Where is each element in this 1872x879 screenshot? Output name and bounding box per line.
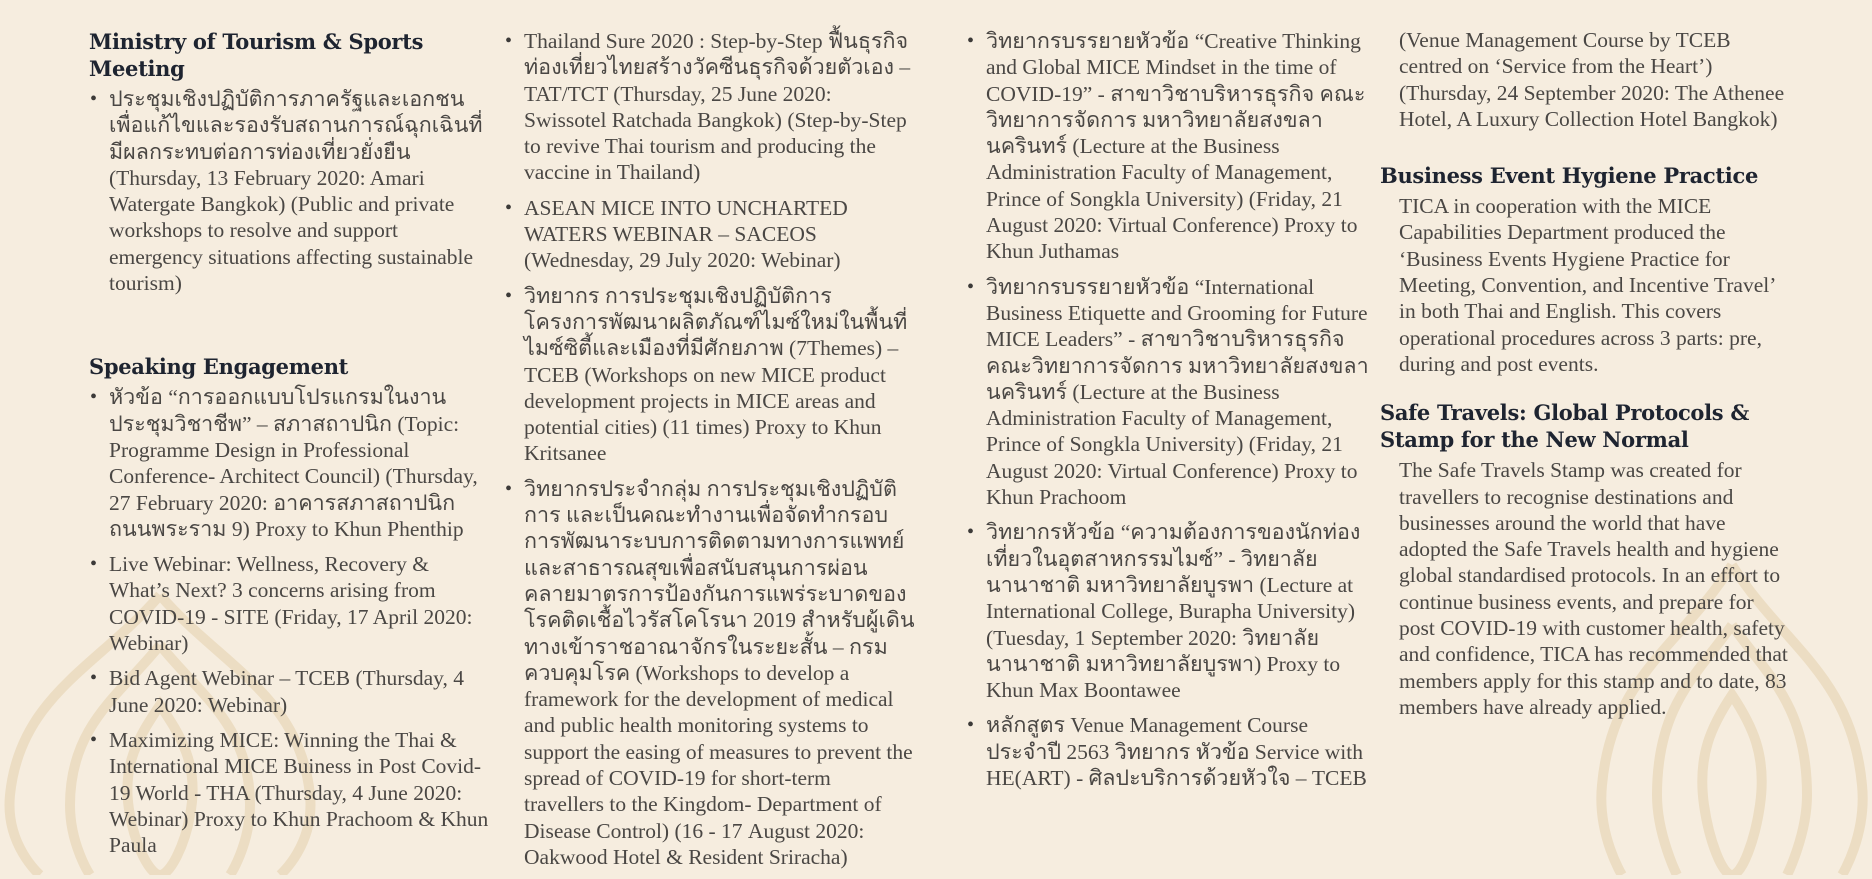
list-item: • ประชุมเชิงปฏิบัติการภาครัฐและเอกชนเพื่อแก้ไขและรองรับสถานการณ์ฉุกเฉินที่มีผลกระทบต่อการท่องเที่ยวยั่งยืน (Thursday, 13 February 2020: Amari Watergate Bangkok) (Public and private workshops to resolve and support emergency situations affecting sustainable tourism) [89, 86, 489, 296]
list-item: • หัวข้อ “การออกแบบโปรแกรมในงานประชุมวิชาชีพ” – สภาสถาปนิก (Topic: Programme Design in Professional Conference- Architect Council) (Thursday, 27 February 2020: อาคารสภาสถาปนิก ถนนพระราม 9) Proxy to Khun Phenthip [89, 384, 489, 542]
list-item: • วิทยากรบรรยายหัวข้อ “Creative Thinking and Global MICE Mindset in the time of COVID-19” - สาขาวิชาบริหารธุรกิจ คณะวิทยาการจัดการ มหาวิทยาลัยสงขลานครินทร์ (Lecture at the Business Administration Faculty of Management, Prince of Songkla University) (Friday, 21 August 2020: Virtual Conference) Proxy to Khun Juthamas [966, 28, 1370, 265]
speaking-list-cont [504, 28, 916, 870]
column-1 [89, 28, 489, 867]
list-item: • วิทยากรประจำกลุ่ม การประชุมเชิงปฏิบัติการ และเป็นคณะทำงานเพื่อจัดทำกรอบการพัฒนาระบบการติดตามทางการแพทย์และสาธารณสุขเพื่อสนับสนุนการผ่อนคลายมาตรการป้องกันการแพร่ระบาดของโรคติดเชื้อไวรัสโคโรนา 2019 สำหรับผู้เดินทางเข้าราชอาณาจักรในระยะสั้น – กรมควบคุมโรค (Workshops to develop a framework for the development of medical and public health monitoring systems to support the easing of measures to prevent the spread of COVID-19 for short-term travellers to the Kingdom- Department of Disease Control) (16 - 17 August 2020: Oakwood Hotel & Resident Sriracha) [504, 476, 916, 870]
speaking-list-cont [966, 28, 1370, 791]
list-item: • Live Webinar: Wellness, Recovery & What’s Next? 3 concerns arising from COVID-19 - SITE (Friday, 17 April 2020: Webinar) [89, 551, 489, 656]
safe-travels-text: The Safe Travels Stamp was created for travellers to recognise destinations and businesses around the world that have adopted the Safe Travels health and hygiene global standardised protocols. In an effort to continue business events, and prepare for post COVID-19 with customer health, safety and confidence, TICA has recommended that members apply for this stamp and to date, 83 members have already applied. [1399, 458, 1788, 719]
list-item: • Thailand Sure 2020 : Step-by-Step ฟื้นธุรกิจท่องเที่ยวไทยสร้างวัคซีนธุรกิจด้วยตัวเอง – TAT/TCT (Thursday, 25 June 2020: Swissotel Ratchada Bangkok) (Step-by-Step to revive Thai tourism and producing the vaccine in Thailand) [504, 28, 916, 186]
safe-travels-heading: Safe Travels: Global Protocols & Stamp for the New Normal [1380, 400, 1750, 453]
list-item: • วิทยากรหัวข้อ “ความต้องการของนักท่องเที่ยวในอุตสาหกรรมไมซ์” - วิทยาลัยนานาชาติ มหาวิทยาลัยบูรพา (Lecture at International College, Burapha University) (Tuesday, 1 September 2020: วิทยาลัยนานาชาติ มหาวิทยาลัยบูรพา) Proxy to Khun Max Boontawee [966, 519, 1370, 703]
ministry-heading: Ministry of Tourism & Sports Meeting [89, 29, 424, 81]
list-item: • หลักสูตร Venue Management Course ประจำปี 2563 วิทยากร หัวข้อ Service with HE(ART) - ศิลปะบริการด้วยหัวใจ – TCEB [966, 712, 1370, 791]
list-item-continuation: (Venue Management Course by TCEB centred on ‘Service from the Heart’) (Thursday, 24 September 2020: The Athenee Hotel, A Luxury Collection Hotel Bangkok) [1399, 28, 1785, 131]
speaking-heading: Speaking Engagement [89, 354, 349, 380]
list-item: • วิทยากร การประชุมเชิงปฏิบัติการโครงการพัฒนาผลิตภัณฑ์ไมซ์ใหม่ในพื้นที่ไมซ์ซิตี้และเมืองที่มีศักยภาพ (7Themes) – TCEB (Workshops on new MICE product development projects in MICE areas and potential cities) (11 times) Proxy to Khun Kritsanee [504, 283, 916, 467]
hygiene-heading: Business Event Hygiene Practice [1380, 163, 1759, 189]
list-item: • วิทยากรบรรยายหัวข้อ “International Business Etiquette and Grooming for Future MICE Leaders” - สาขาวิชาบริหารธุรกิจ คณะวิทยาการจัดการ มหาวิทยาลัยสงขลานครินทร์ (Lecture at the Business Administration Faculty of Management, Prince of Songkla University) (Friday, 21 August 2020: Virtual Conference) Proxy to Khun Prachoom [966, 274, 1370, 511]
ministry-list [89, 86, 489, 296]
column-4 [1380, 28, 1790, 728]
speaking-list [89, 384, 489, 858]
column-2 [504, 28, 916, 879]
hygiene-text: TICA in cooperation with the MICE Capabilities Department produced the ‘Business Events Hygiene Practice for Meeting, Convention, and Incentive Travel’ in both Thai and English. This covers operational procedures across 3 parts: pre, during and post events. [1399, 194, 1775, 376]
column-3 [966, 28, 1370, 800]
list-item: • Bid Agent Webinar – TCEB (Thursday, 4 June 2020: Webinar) [89, 665, 489, 718]
list-item: • Maximizing MICE: Winning the Thai & International MICE Buiness in Post Covid-19 World - THA (Thursday, 4 June 2020: Webinar) Proxy to Khun Prachoom & Khun Paula [89, 727, 489, 858]
list-item: • ASEAN MICE INTO UNCHARTED WATERS WEBINAR – SACEOS (Wednesday, 29 July 2020: Webinar) [504, 195, 916, 274]
